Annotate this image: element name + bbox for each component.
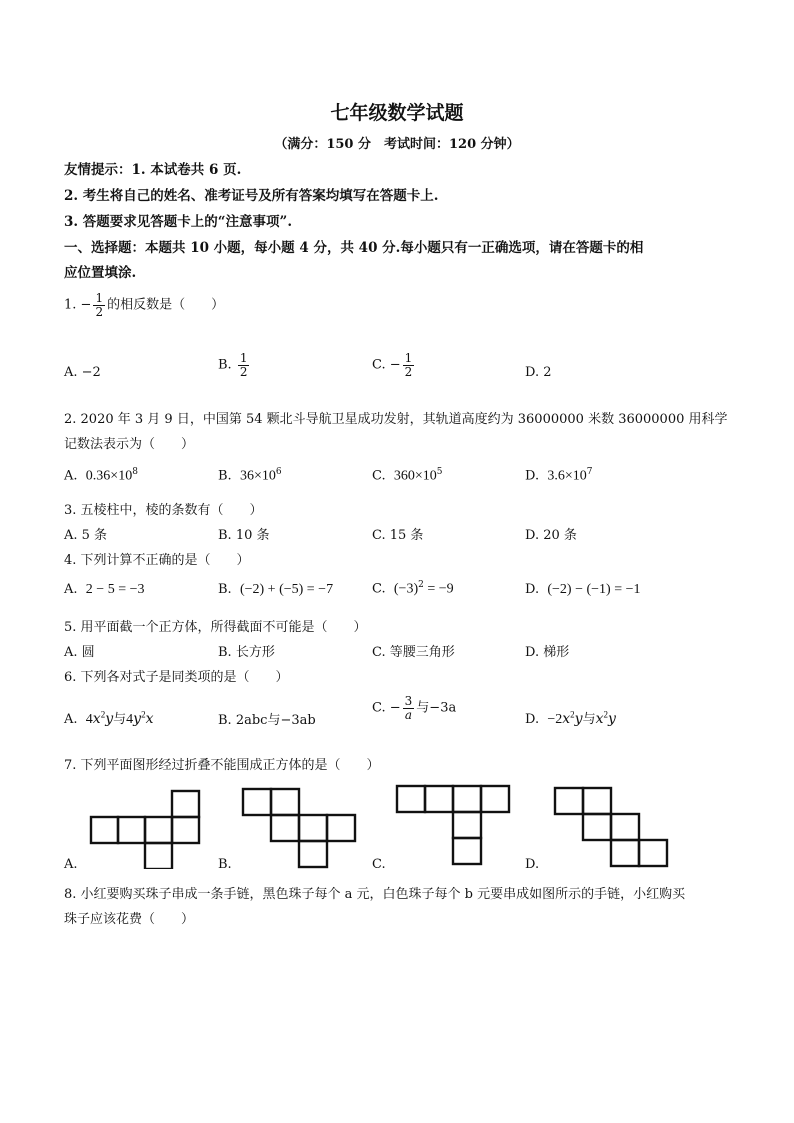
q7-option-d[interactable]: D. — [525, 857, 540, 872]
q3-option-a[interactable]: A. 5 条 — [64, 528, 108, 543]
q2-option-a[interactable]: A. $0.36\times 10^8$ — [64, 467, 138, 484]
q7-option-b[interactable]: B. — [218, 857, 232, 872]
q4-option-b[interactable]: B. (−2) + (−5) = −7 — [218, 582, 334, 597]
section-heading-cont: 应位置填涂. — [64, 265, 137, 281]
cube-net-b — [241, 787, 361, 869]
cube-net-d — [553, 786, 671, 870]
q7-option-a[interactable]: A. — [64, 857, 78, 872]
cube-net-c — [395, 784, 513, 868]
q6-option-b[interactable]: B. 2abc与−3ab — [218, 713, 316, 728]
q3-option-c[interactable]: C. 15 条 — [372, 528, 424, 543]
question-2: 2. 2020 年 3 月 9 日，中国第 54 颗北斗导航卫星成功发射，其轨道高度约为 36000000 米数 36000000 用科学 — [64, 412, 728, 427]
q5-option-b[interactable]: B. 长方形 — [218, 645, 275, 660]
exam-info: （满分：150 分 考试时间：120 分钟） — [274, 137, 520, 152]
q2-option-d[interactable]: D. $3.6\times 10^7$ — [525, 467, 593, 484]
q3-option-d[interactable]: D. 20 条 — [525, 528, 577, 543]
question-4: 4. 下列计算不正确的是（ ） — [64, 553, 250, 568]
q2-option-b[interactable]: B. $36\times 10^6$ — [218, 467, 282, 484]
question-5: 5. 用平面截一个正方体，所得截面不可能是（ ） — [64, 620, 367, 635]
q2-option-c[interactable]: C. $360\times 10^5$ — [372, 467, 443, 484]
q4-option-a[interactable]: A. 2 − 5 = −3 — [64, 582, 145, 597]
question-8: 8. 小红要购买珠子串成一条手链，黑色珠子每个 a 元，白色珠子每个 b 元要串成如图所示的手链，小红购买 — [64, 887, 686, 902]
question-2-cont: 记数法表示为（ ） — [64, 437, 195, 452]
q1-option-d[interactable]: D. 2 — [525, 365, 552, 380]
q5-option-c[interactable]: C. 等腰三角形 — [372, 645, 455, 660]
section-heading: 一、选择题：本题共 10 小题，每小题 4 分，共 40 分.每小题只有一正确选项，请在答题卡的相 — [64, 240, 644, 256]
q4-option-d[interactable]: D. (−2) − (−1) = −1 — [525, 582, 641, 597]
question-1: 1. − $\frac{1}{2}$ 的相反数是（ ） — [64, 291, 225, 319]
tip-2: 2. 考生将自己的姓名、准考证号及所有答案均填写在答题卡上. — [64, 188, 439, 204]
question-3: 3. 五棱柱中，棱的条数有（ ） — [64, 503, 263, 518]
q6-option-d[interactable]: D. $-2x^2y$与$x^2y$ — [525, 709, 616, 727]
question-8-cont: 珠子应该花费（ ） — [64, 912, 195, 927]
question-6: 6. 下列各对式子是同类项的是（ ） — [64, 670, 289, 685]
cube-net-a — [88, 789, 204, 869]
q7-option-c[interactable]: C. — [372, 857, 386, 872]
q4-option-c[interactable]: C. $(-3)^2 = -9$ — [372, 580, 454, 597]
q1-option-c[interactable]: C. − $\frac{1}{2}$ — [372, 351, 413, 379]
q1-option-b[interactable]: B. $\frac{1}{2}$ — [218, 351, 248, 379]
q3-option-b[interactable]: B. 10 条 — [218, 528, 270, 543]
tip-1: 友情提示：1. 本试卷共 6 页. — [64, 162, 242, 178]
q5-option-a[interactable]: A. 圆 — [64, 645, 95, 660]
tip-3: 3. 答题要求见答题卡上的“注意事项”. — [64, 214, 293, 230]
q6-option-c[interactable]: C. − $\frac{3}{a}$ 与−3a — [372, 694, 457, 722]
page-title: 七年级数学试题 — [330, 102, 464, 124]
q1-option-a[interactable]: A. −2 — [64, 365, 101, 380]
q5-option-d[interactable]: D. 梯形 — [525, 645, 570, 660]
q6-option-a[interactable]: A. $4x^2y$与$4y^2x$ — [64, 709, 154, 727]
question-7: 7. 下列平面图形经过折叠不能围成正方体的是（ ） — [64, 758, 380, 773]
